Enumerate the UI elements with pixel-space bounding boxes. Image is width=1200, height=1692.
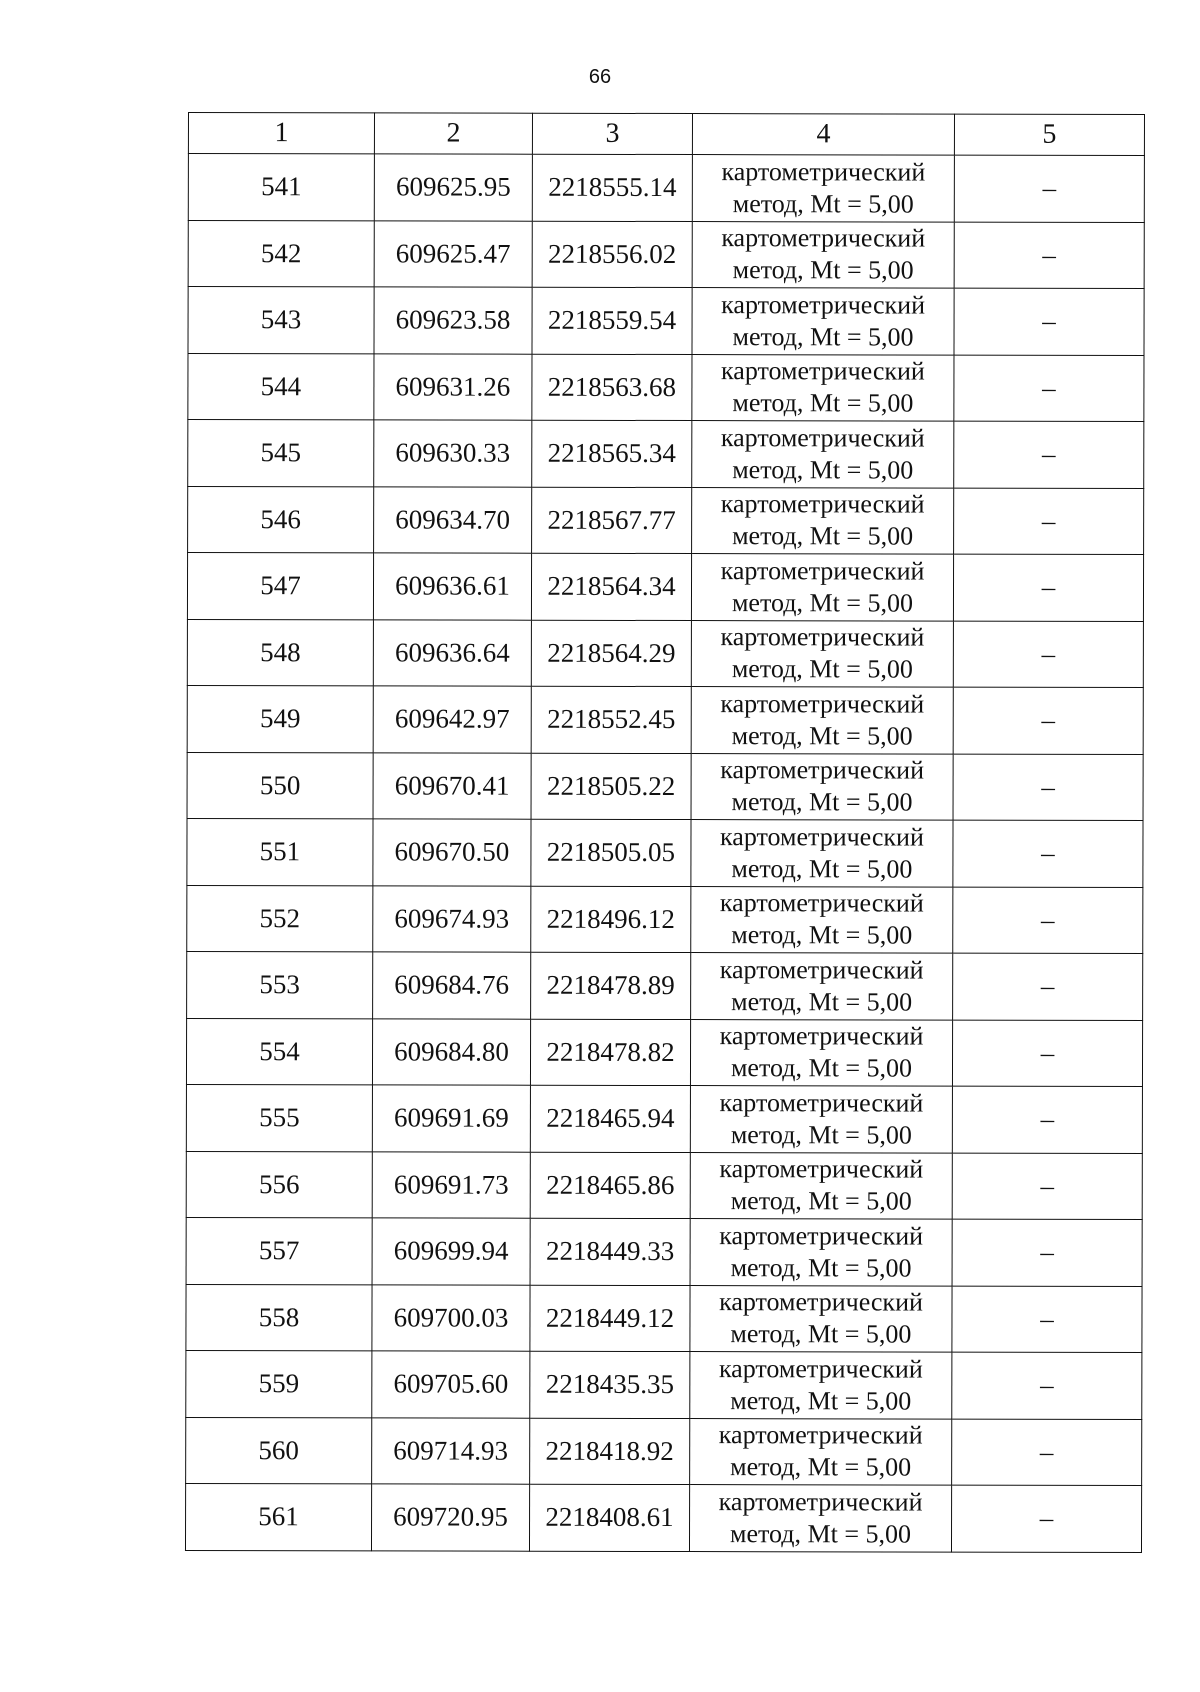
table-row [188, 353, 1144, 422]
table-row [186, 1284, 1142, 1353]
column-header: 3 [532, 113, 692, 154]
x-coordinate-cell: 609670.41 [373, 752, 531, 819]
x-coordinate-cell: 609623.58 [374, 287, 532, 354]
method-accuracy: метод, Mt = 5,00 [732, 521, 914, 551]
method-cell [691, 620, 953, 687]
point-number-cell: 541 [188, 154, 374, 221]
method-line: картометрический [719, 1220, 924, 1251]
method-cell [691, 753, 953, 820]
method-accuracy: метод, Mt = 5,00 [731, 853, 913, 884]
method-accuracy: метод, Mt = 5,00 [731, 654, 913, 684]
method-cell [690, 1285, 952, 1352]
x-coordinate-cell: 609642.97 [373, 686, 531, 753]
x-coordinate-cell: 609634.70 [374, 486, 532, 553]
table-row [185, 1483, 1141, 1552]
note-cell: – [953, 820, 1143, 887]
table-row [188, 154, 1144, 223]
method-cell [691, 886, 953, 953]
method-line: картометрический [719, 1087, 924, 1118]
method-line: картометрический [718, 1420, 923, 1450]
method-line: картометрический [718, 1353, 923, 1384]
method-cell [690, 1352, 952, 1419]
x-coordinate-cell: 609670.50 [373, 819, 531, 886]
method-line: картометрический [720, 688, 925, 719]
method-line: картометрический [721, 223, 926, 253]
y-coordinate-cell: 2218567.77 [532, 487, 692, 554]
note-cell: – [952, 1419, 1142, 1486]
y-coordinate-cell: 2218478.89 [531, 952, 691, 1019]
x-coordinate-cell: 609625.95 [374, 154, 532, 221]
point-number-cell: 544 [188, 353, 374, 420]
y-coordinate-cell: 2218478.82 [530, 1019, 690, 1086]
table-row [187, 885, 1143, 954]
method-cell [690, 1019, 952, 1086]
page-number: 66 [588, 66, 612, 88]
point-number-cell: 543 [188, 287, 374, 354]
y-coordinate-cell: 2218408.61 [529, 1484, 689, 1551]
table-row [187, 818, 1143, 887]
method-accuracy: метод, Mt = 5,00 [730, 1186, 912, 1216]
method-cell [692, 221, 954, 288]
x-coordinate-cell: 609674.93 [373, 885, 531, 952]
method-accuracy: метод, Mt = 5,00 [730, 1053, 913, 1083]
x-coordinate-cell: 609630.33 [374, 420, 532, 487]
method-accuracy: метод, Mt = 5,00 [731, 986, 913, 1017]
table-row [187, 619, 1143, 688]
note-cell: – [952, 1086, 1142, 1153]
x-coordinate-cell: 609636.61 [373, 553, 531, 620]
method-accuracy: метод, Mt = 5,00 [732, 255, 914, 285]
x-coordinate-cell: 609691.69 [372, 1085, 530, 1152]
note-cell: – [953, 953, 1143, 1020]
method-accuracy: метод, Mt = 5,00 [731, 720, 913, 751]
method-cell [691, 687, 953, 754]
point-number-cell: 552 [187, 885, 373, 952]
method-cell [692, 155, 954, 222]
y-coordinate-cell: 2218435.35 [530, 1351, 690, 1418]
table-row [186, 1151, 1142, 1220]
x-coordinate-cell: 609684.80 [372, 1018, 530, 1085]
x-coordinate-cell: 609699.94 [372, 1218, 530, 1285]
y-coordinate-cell: 2218465.94 [530, 1085, 690, 1152]
y-coordinate-cell: 2218465.86 [530, 1152, 690, 1219]
method-accuracy: метод, Mt = 5,00 [730, 1119, 912, 1150]
note-cell: – [952, 1286, 1142, 1353]
note-cell: – [952, 1020, 1142, 1087]
x-coordinate-cell: 609700.03 [372, 1284, 530, 1351]
y-coordinate-cell: 2218449.12 [530, 1285, 690, 1352]
method-line: картометрический [720, 489, 925, 519]
method-accuracy: метод, Mt = 5,00 [730, 1252, 912, 1283]
point-number-cell: 559 [186, 1350, 372, 1417]
table-row [187, 752, 1143, 821]
x-coordinate-cell: 609636.64 [373, 619, 531, 686]
point-number-cell: 547 [187, 553, 373, 620]
note-cell: – [954, 355, 1144, 422]
method-line: картометрический [719, 888, 924, 918]
table-row [187, 951, 1143, 1020]
method-accuracy: метод, Mt = 5,00 [729, 1518, 912, 1549]
point-number-cell: 550 [187, 752, 373, 819]
method-accuracy: метод, Mt = 5,00 [730, 1385, 912, 1416]
method-cell [691, 820, 953, 887]
point-number-cell: 548 [187, 619, 373, 686]
x-coordinate-cell: 609631.26 [374, 353, 532, 420]
x-coordinate-cell: 609684.76 [373, 952, 531, 1019]
note-cell: – [951, 1485, 1141, 1552]
method-line: картометрический [721, 289, 926, 320]
table-row [188, 486, 1144, 555]
method-line: картометрический [719, 1021, 924, 1051]
y-coordinate-cell: 2218418.92 [530, 1418, 690, 1485]
x-coordinate-cell: 609714.93 [372, 1417, 530, 1484]
point-number-cell: 558 [186, 1284, 372, 1351]
method-cell [691, 953, 953, 1020]
point-number-cell: 545 [188, 420, 374, 487]
note-cell: – [953, 687, 1143, 754]
note-cell: – [952, 1352, 1142, 1419]
table-row [186, 1217, 1142, 1286]
column-header: 1 [188, 113, 374, 154]
method-line: картометрический [720, 622, 925, 652]
y-coordinate-cell: 2218555.14 [532, 154, 692, 221]
method-cell [692, 288, 954, 355]
method-line: картометрический [721, 156, 926, 187]
table-header-row [188, 113, 1144, 156]
method-line: картометрический [720, 422, 925, 453]
method-accuracy: метод, Mt = 5,00 [732, 321, 914, 352]
note-cell: – [953, 621, 1143, 688]
method-cell [692, 421, 954, 488]
method-cell [690, 1219, 952, 1286]
method-accuracy: метод, Mt = 5,00 [732, 188, 914, 219]
point-number-cell: 561 [185, 1483, 371, 1550]
method-accuracy: метод, Mt = 5,00 [731, 787, 913, 817]
method-line: картометрический [720, 821, 924, 852]
method-line: картометрический [720, 755, 925, 785]
y-coordinate-cell: 2218559.54 [532, 287, 692, 354]
point-number-cell: 560 [186, 1417, 372, 1484]
point-number-cell: 549 [187, 685, 373, 752]
y-coordinate-cell: 2218505.05 [531, 819, 691, 886]
note-cell: – [954, 488, 1144, 555]
method-cell [690, 1418, 952, 1485]
note-cell: – [952, 1153, 1142, 1220]
column-header: 2 [374, 113, 532, 154]
point-number-cell: 554 [186, 1018, 372, 1085]
table-row [188, 420, 1144, 489]
table-row [187, 685, 1143, 754]
table-row [187, 553, 1143, 622]
method-accuracy: метод, Mt = 5,00 [731, 587, 914, 618]
y-coordinate-cell: 2218564.29 [531, 620, 691, 687]
note-cell: – [953, 887, 1143, 954]
method-accuracy: метод, Mt = 5,00 [730, 1319, 912, 1349]
y-coordinate-cell: 2218496.12 [531, 886, 691, 953]
method-line: картометрический [719, 1287, 923, 1317]
method-cell [692, 354, 954, 421]
note-cell: – [953, 754, 1143, 821]
method-cell [690, 1152, 952, 1219]
x-coordinate-cell: 609720.95 [371, 1484, 529, 1551]
method-cell [690, 1086, 952, 1153]
point-number-cell: 551 [187, 818, 373, 885]
y-coordinate-cell: 2218564.34 [531, 553, 691, 620]
note-cell: – [952, 1219, 1142, 1286]
method-cell [691, 554, 953, 621]
method-line: картометрический [721, 356, 925, 386]
y-coordinate-cell: 2218565.34 [532, 420, 692, 487]
method-line: картометрический [719, 1154, 924, 1184]
table-row [186, 1018, 1142, 1087]
table-row [188, 287, 1144, 356]
point-number-cell: 555 [186, 1084, 372, 1151]
point-number-cell: 556 [186, 1151, 372, 1218]
point-number-cell: 557 [186, 1217, 372, 1284]
column-header: 5 [954, 114, 1144, 155]
column-header: 4 [692, 114, 954, 156]
method-line: картометрический [718, 1486, 923, 1517]
table-row [186, 1084, 1142, 1153]
y-coordinate-cell: 2218505.22 [531, 753, 691, 820]
y-coordinate-cell: 2218556.02 [532, 221, 692, 288]
y-coordinate-cell: 2218563.68 [532, 354, 692, 421]
table-row [188, 220, 1144, 289]
method-line: картометрический [719, 954, 924, 985]
x-coordinate-cell: 609705.60 [372, 1351, 530, 1418]
table-row [186, 1350, 1142, 1419]
method-cell [692, 487, 954, 554]
point-number-cell: 546 [188, 486, 374, 553]
point-number-cell: 553 [187, 951, 373, 1018]
y-coordinate-cell: 2218449.33 [530, 1218, 690, 1285]
x-coordinate-cell: 609625.47 [374, 220, 532, 287]
table-row [186, 1417, 1142, 1486]
note-cell: – [954, 222, 1144, 289]
method-accuracy: метод, Mt = 5,00 [732, 454, 914, 485]
table-body [185, 154, 1144, 1552]
coordinates-table [185, 112, 1145, 1553]
note-cell: – [954, 155, 1144, 222]
method-accuracy: метод, Mt = 5,00 [732, 388, 914, 418]
x-coordinate-cell: 609691.73 [372, 1151, 530, 1218]
method-cell [689, 1485, 951, 1552]
note-cell: – [954, 288, 1144, 355]
note-cell: – [953, 554, 1143, 621]
point-number-cell: 542 [188, 220, 374, 287]
y-coordinate-cell: 2218552.45 [531, 686, 691, 753]
method-line: картометрический [720, 555, 925, 586]
note-cell: – [954, 421, 1144, 488]
method-accuracy: метод, Mt = 5,00 [731, 920, 913, 950]
method-accuracy: метод, Mt = 5,00 [730, 1452, 912, 1482]
